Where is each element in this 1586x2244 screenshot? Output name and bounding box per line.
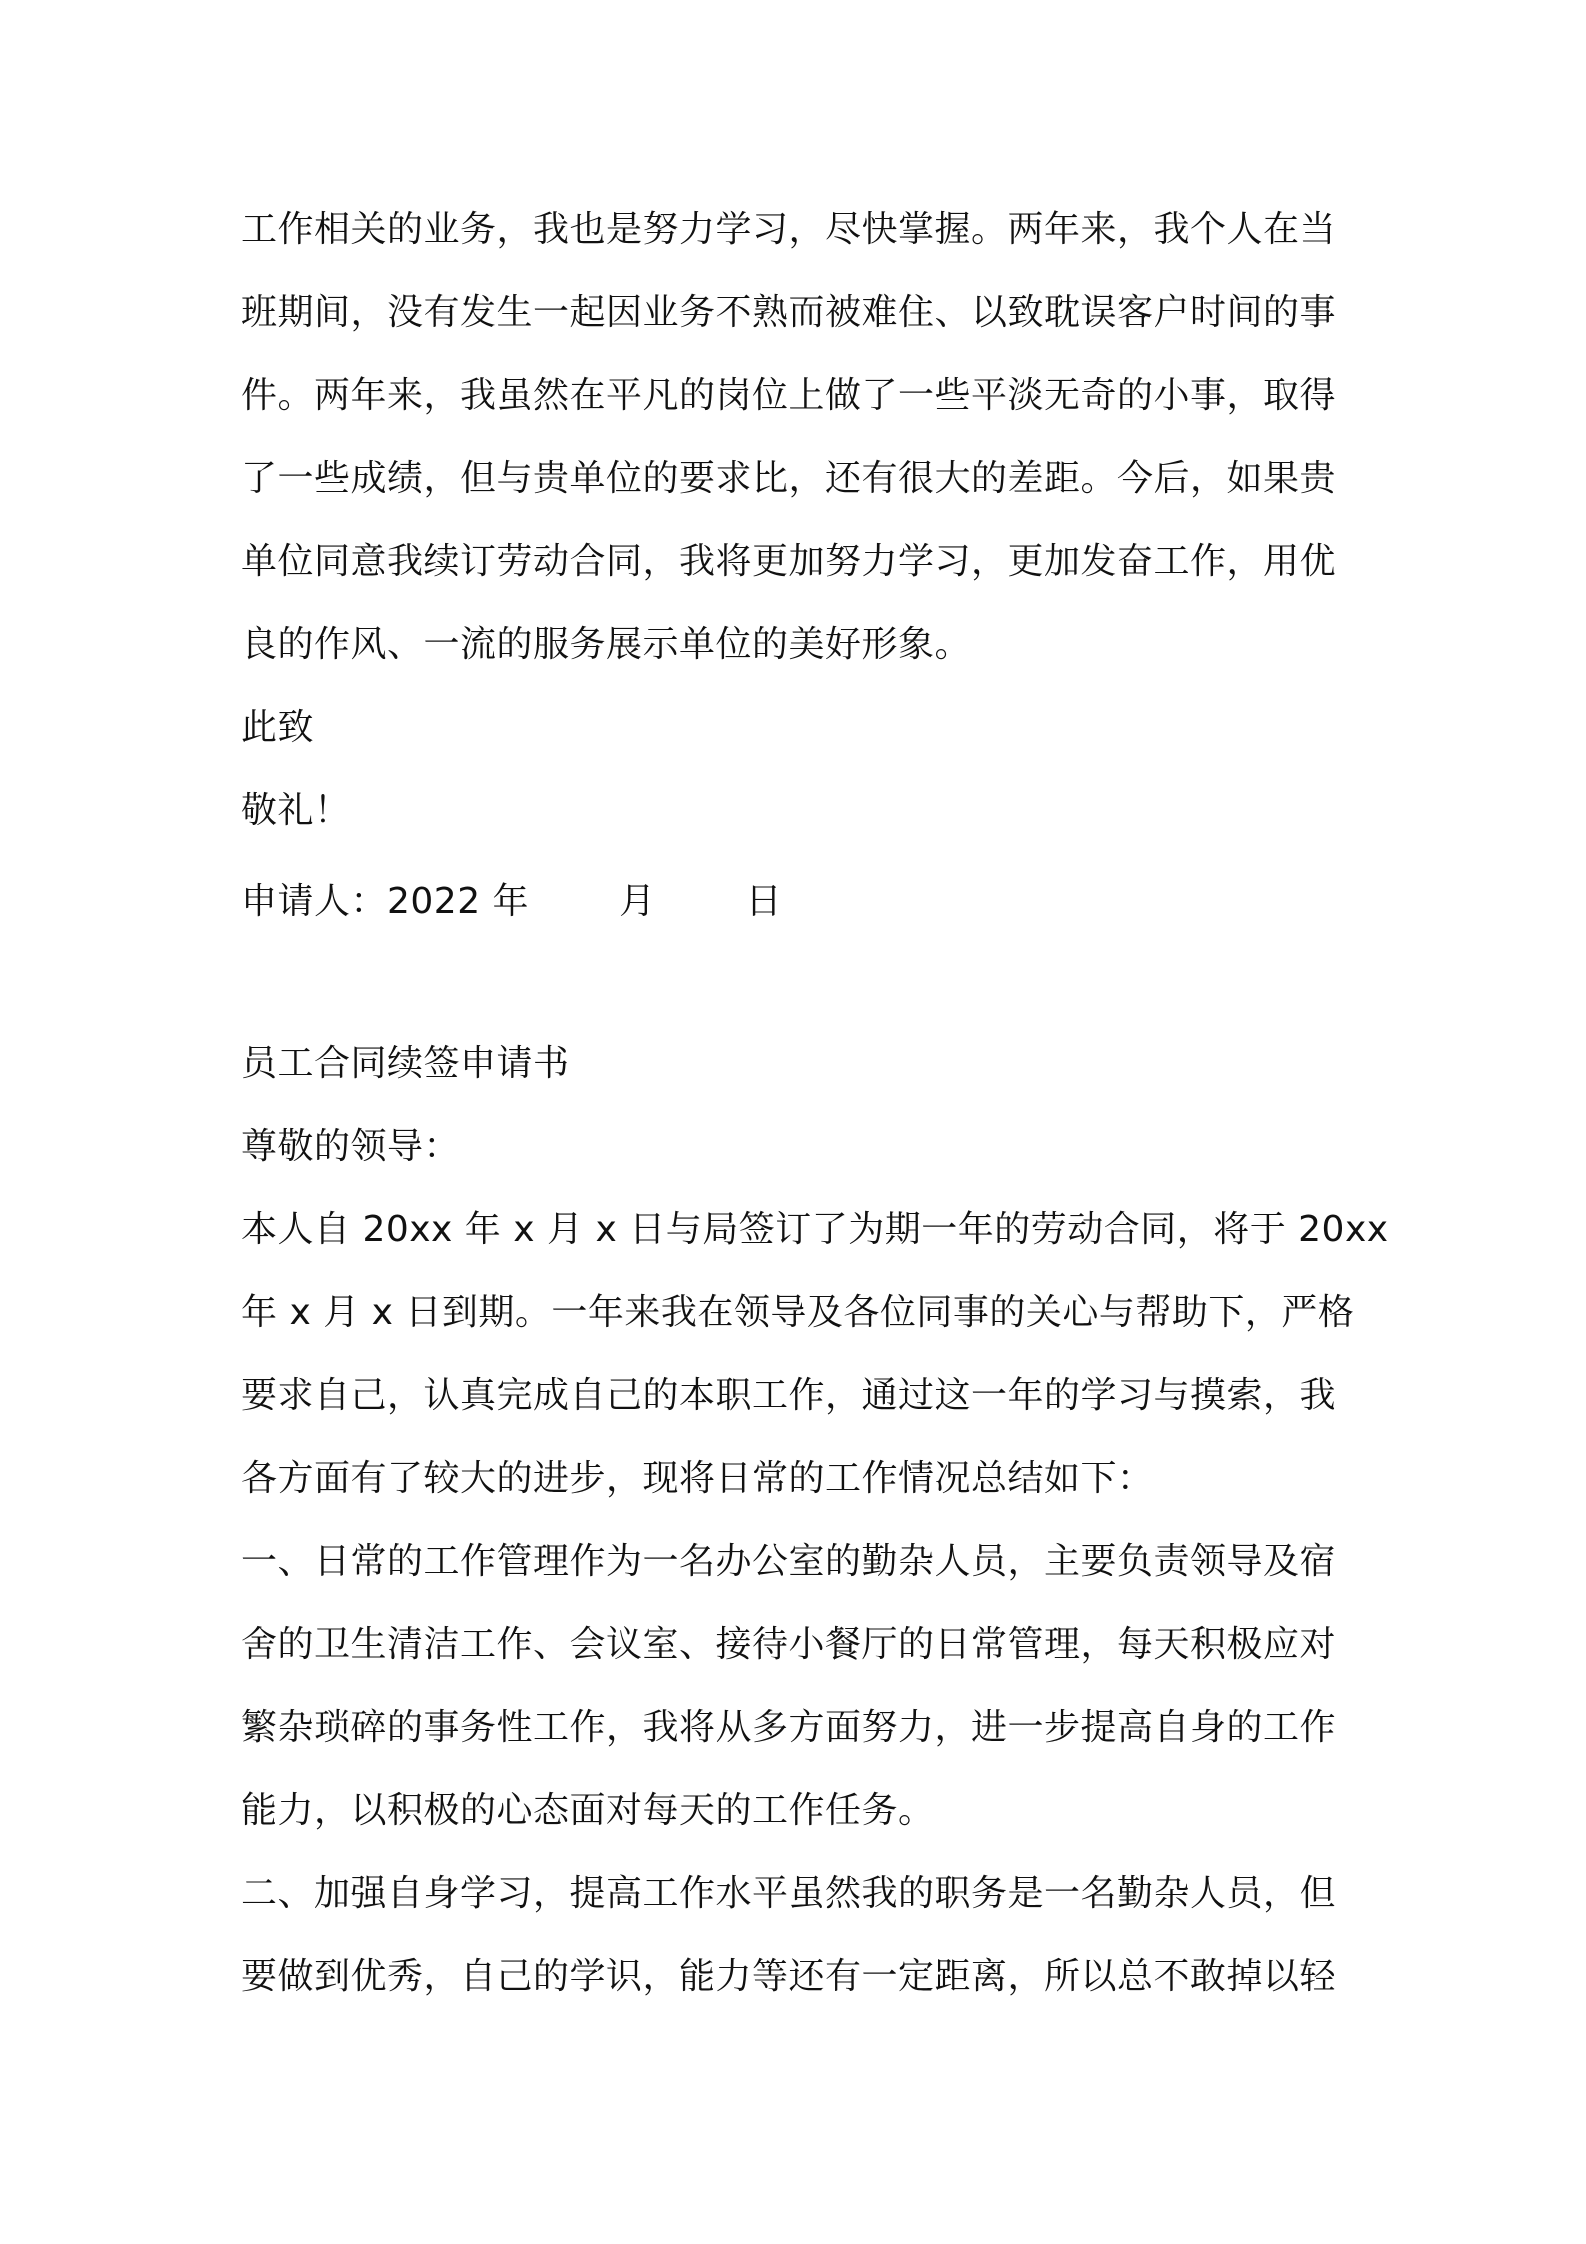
signature-month: 月 bbox=[619, 881, 656, 922]
paragraph-line: 班期间，没有发生一起因业务不熟而被难住、以致耽误客户时间的事 bbox=[241, 292, 1337, 333]
paragraph-line: 能力，以积极的心态面对每天的工作任务。 bbox=[241, 1790, 935, 1831]
paragraph-line: 单位同意我续订劳动合同，我将更加努力学习，更加发奋工作，用优 bbox=[241, 541, 1337, 582]
closing-cizhi: 此致 bbox=[241, 707, 315, 748]
paragraph-line: 要求自己，认真完成自己的本职工作，通过这一年的学习与摸索，我 bbox=[241, 1375, 1337, 1416]
paragraph-line: 年 x 月 x 日到期。一年来我在领导及各位同事的关心与帮助下，严格 bbox=[241, 1292, 1355, 1333]
closing-jingli: 敬礼！ bbox=[241, 790, 351, 831]
paragraph-line: 繁杂琐碎的事务性工作，我将从多方面努力，进一步提高自身的工作 bbox=[241, 1707, 1337, 1748]
paragraph-line: 二、加强自身学习，提高工作水平虽然我的职务是一名勤杂人员，但 bbox=[241, 1873, 1337, 1914]
signature-day: 日 bbox=[745, 881, 783, 922]
paragraph-line: 本人自 20xx 年 x 月 x 日与局签订了为期一年的劳动合同，将于 20xx bbox=[241, 1209, 1389, 1250]
document-title: 员工合同续签申请书 bbox=[241, 1043, 570, 1084]
paragraph-line: 良的作风、一流的服务展示单位的美好形象。 bbox=[241, 624, 972, 665]
paragraph-line: 工作相关的业务，我也是努力学习，尽快掌握。两年来，我个人在当 bbox=[241, 209, 1337, 250]
paragraph-line: 要做到优秀，自己的学识，能力等还有一定距离，所以总不敢掉以轻 bbox=[241, 1956, 1337, 1997]
signature-label: 申请人：2022 年 bbox=[241, 881, 530, 922]
paragraph-line: 件。两年来，我虽然在平凡的岗位上做了一些平淡无奇的小事，取得 bbox=[241, 375, 1337, 416]
paragraph-line: 一、日常的工作管理作为一名办公室的勤杂人员，主要负责领导及宿 bbox=[241, 1541, 1337, 1582]
paragraph-line: 了一些成绩，但与贵单位的要求比，还有很大的差距。今后，如果贵 bbox=[241, 458, 1337, 499]
signature-line bbox=[241, 878, 1361, 926]
paragraph-line: 各方面有了较大的进步，现将日常的工作情况总结如下： bbox=[241, 1458, 1154, 1499]
salutation: 尊敬的领导： bbox=[241, 1126, 461, 1167]
paragraph-line: 舍的卫生清洁工作、会议室、接待小餐厅的日常管理，每天积极应对 bbox=[241, 1624, 1337, 1665]
